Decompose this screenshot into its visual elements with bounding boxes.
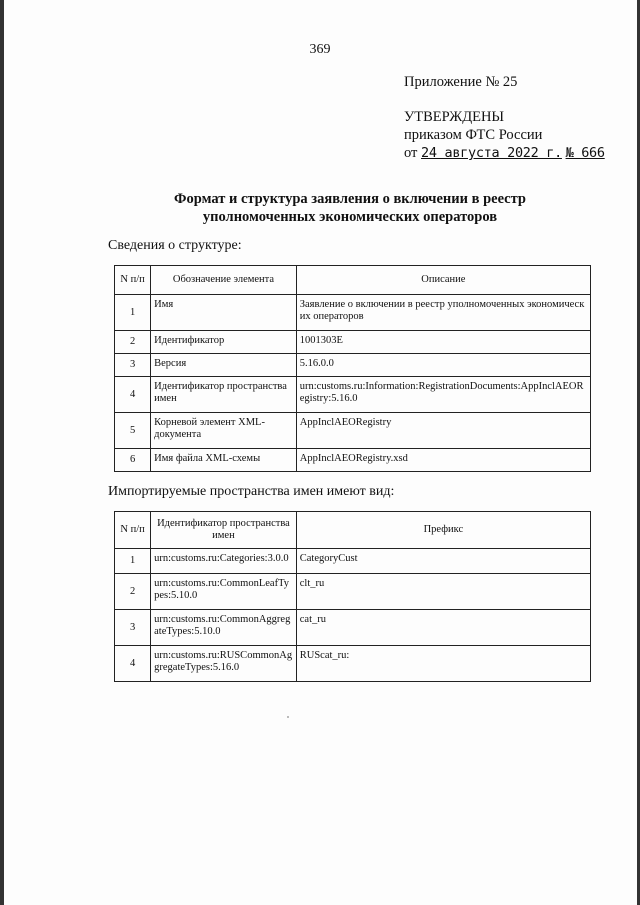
order-label: приказом ФТС России <box>404 127 543 143</box>
table-row <box>115 449 591 472</box>
table-row <box>115 295 591 331</box>
table-header-row <box>115 266 591 295</box>
row-description: 1001303E <box>296 331 590 354</box>
row-element: Идентификатор пространства имен <box>151 377 297 413</box>
table-row <box>115 574 591 610</box>
header-cell-namespace: Идентификатор пространства имен <box>151 512 297 549</box>
row-description: Заявление о включении в реестр уполномоченных экономических операторов <box>296 295 590 331</box>
header-cell-number: N п/п <box>115 512 151 549</box>
row-namespace: urn:customs.ru:CommonAggregateTypes:5.10.0 <box>151 610 297 646</box>
row-number: 4 <box>115 646 151 682</box>
row-prefix: clt_ru <box>296 574 590 610</box>
structure-caption: Сведения о структуре: <box>108 238 242 253</box>
header-cell-element: Обозначение элемента <box>151 266 297 295</box>
row-number: 6 <box>115 449 151 472</box>
row-number: 3 <box>115 610 151 646</box>
order-date-line <box>404 144 605 162</box>
namespace-table <box>114 511 591 682</box>
table-row <box>115 331 591 354</box>
row-description: urn:customs.ru:Information:RegistrationDocuments:AppInclAEORegistry:5.16.0 <box>296 377 590 413</box>
row-element: Корневой элемент XML-документа <box>151 413 297 449</box>
row-namespace: urn:customs.ru:RUSCommonAggregateTypes:5.16.0 <box>151 646 297 682</box>
scan-speck <box>287 716 289 718</box>
table-row <box>115 377 591 413</box>
order-number: № 666 <box>565 145 605 161</box>
page-number: 369 <box>309 42 331 57</box>
header-cell-number: N п/п <box>115 266 151 295</box>
row-element: Имя <box>151 295 297 331</box>
row-prefix: cat_ru <box>296 610 590 646</box>
approval-block <box>404 108 605 162</box>
row-number: 3 <box>115 354 151 377</box>
appendix-label: Приложение № 25 <box>404 74 518 90</box>
row-namespace: urn:customs.ru:Categories:3.0.0 <box>151 549 297 574</box>
row-number: 4 <box>115 377 151 413</box>
table-row <box>115 610 591 646</box>
row-description: 5.16.0.0 <box>296 354 590 377</box>
namespaces-caption: Импортируемые пространства имен имеют вид: <box>108 484 395 499</box>
row-description: AppInclAEORegistry <box>296 413 590 449</box>
date-prefix: от <box>404 145 418 161</box>
table-header-row <box>115 512 591 549</box>
row-element: Версия <box>151 354 297 377</box>
row-element: Идентификатор <box>151 331 297 354</box>
table-row <box>115 354 591 377</box>
title-line-1: Формат и структура заявления о включении в реестр <box>174 191 526 207</box>
row-number: 2 <box>115 574 151 610</box>
table-row <box>115 646 591 682</box>
table-row <box>115 549 591 574</box>
row-element: Имя файла XML-схемы <box>151 449 297 472</box>
order-date: 24 августа 2022 г. <box>421 145 562 161</box>
title-line-2: уполномоченных экономических операторов <box>202 209 498 225</box>
approved-label: УТВЕРЖДЕНЫ <box>404 109 505 125</box>
structure-table <box>114 265 591 472</box>
row-description: AppInclAEORegistry.xsd <box>296 449 590 472</box>
row-number: 1 <box>115 549 151 574</box>
row-prefix: RUScat_ru: <box>296 646 590 682</box>
header-cell-description: Описание <box>296 266 590 295</box>
header-cell-prefix: Префикс <box>296 512 590 549</box>
document-title <box>120 190 580 226</box>
row-prefix: CategoryCust <box>296 549 590 574</box>
scan-border-left <box>0 0 4 905</box>
table-row <box>115 413 591 449</box>
row-number: 2 <box>115 331 151 354</box>
row-namespace: urn:customs.ru:CommonLeafTypes:5.10.0 <box>151 574 297 610</box>
row-number: 5 <box>115 413 151 449</box>
row-number: 1 <box>115 295 151 331</box>
